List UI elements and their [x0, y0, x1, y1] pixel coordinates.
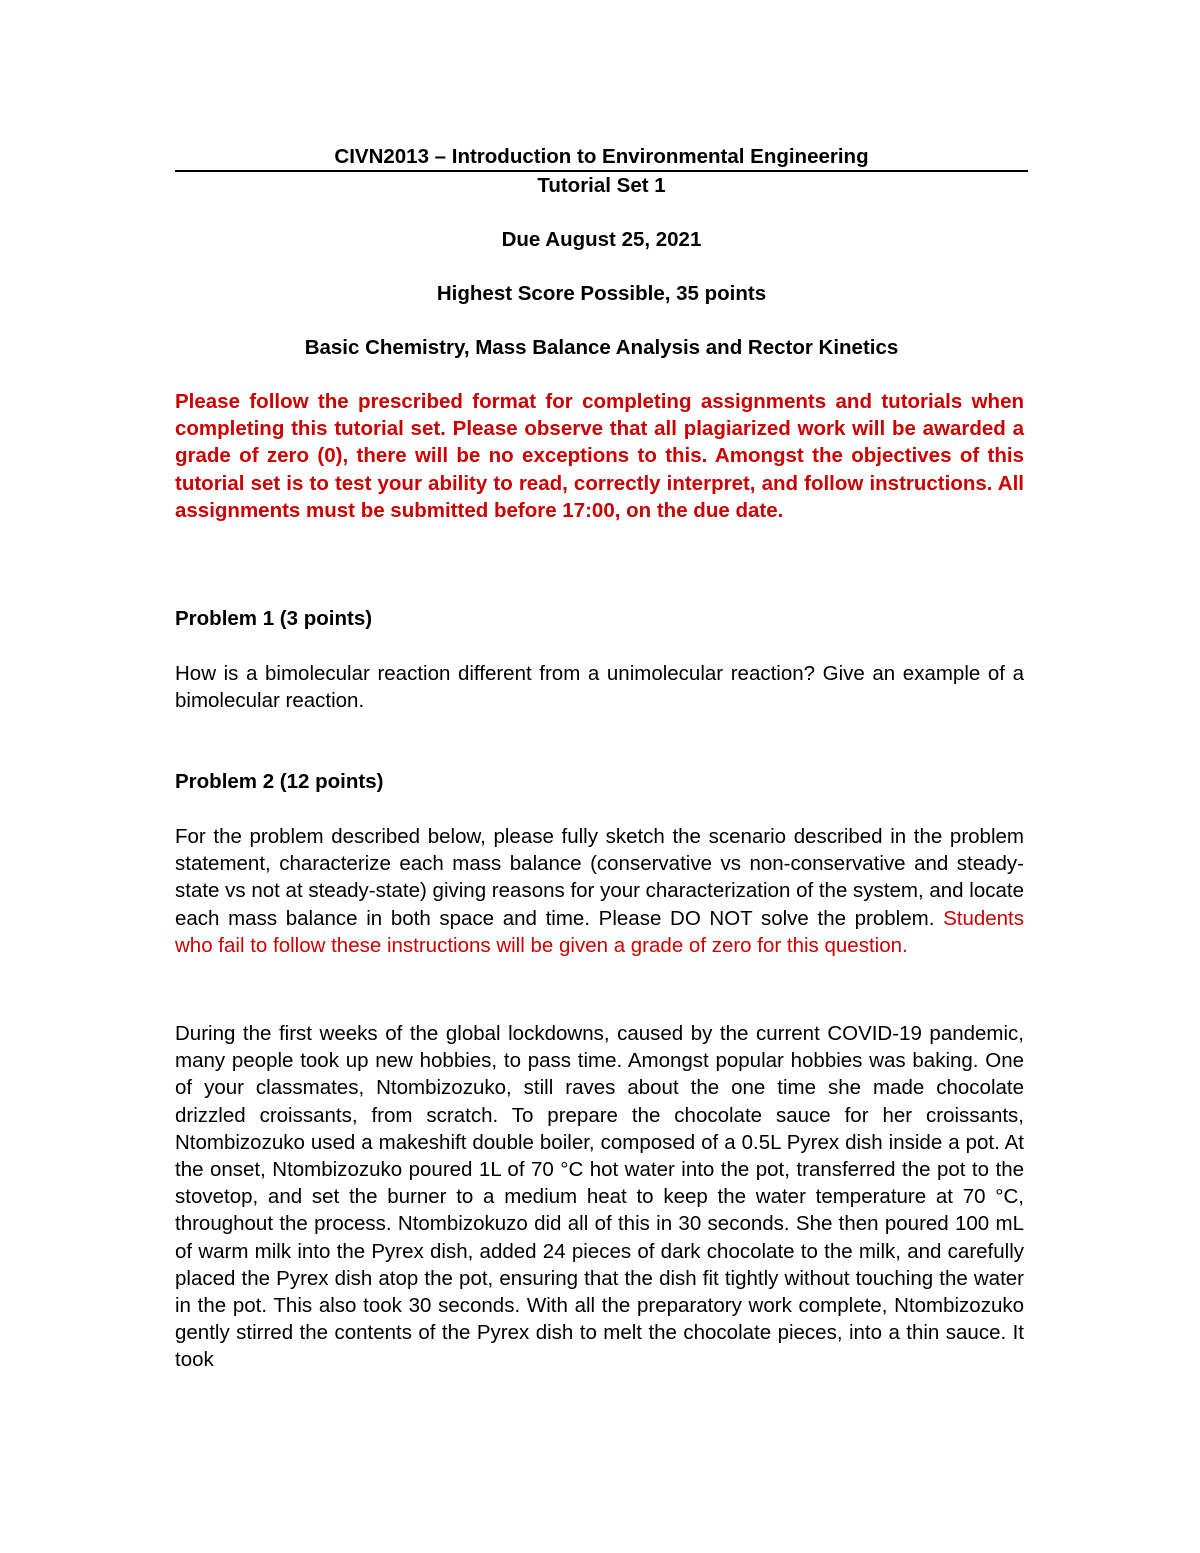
problem-2-warning: Students who fail to follow these instructions will be given a grade of zero for this question. [175, 906, 1024, 957]
problem-2-instructions: For the problem described below, please fully sketch the scenario described in the problem statement, characterize each mass balance (conservative vs non-conservative and steady-state vs not at steady-state) giving reasons for your characterization of the system, and locate each mass balance in both space and time. Please DO NOT solve the problem. [175, 825, 1024, 930]
instructions-paragraph: Please follow the prescribed format for completing assignments and tutorials when completing this tutorial set. Please observe that all plagiarized work will be awarded a grade of zero (0), there will be no exceptions to this. Amongst the objectives of this tutorial set is to test your ability to read, correctly interpret, and follow instructions. All assignments must be submitted before 17:00, on the due date. [175, 390, 1024, 522]
problem-2-scenario: During the first weeks of the global lockdowns, caused by the current COVID-19 pandemic, many people took up new hobbies, to pass time. Amongst popular hobbies was baking. One of your classmates, Ntombizozuko, still raves about the one time she made chocolate drizzled croissants, from scratch. To prepare the chocolate sauce for her croissants, Ntombizozuko used a makeshift double boiler, composed of a 0.5L Pyrex dish inside a pot. At the onset, Ntombizozuko poured 1L of 70 °C hot water into the pot, transferred the pot to the stovetop, and set the burner to a medium heat to keep the water temperature at 70 °C, throughout the process. Ntombizokuzo did all of this in 30 seconds. She then poured 100 mL of warm milk into the Pyrex dish, added 24 pieces of dark chocolate to the milk, and carefully placed the Pyrex dish atop the pot, ensuring that the dish fit tightly without touching the water in the pot. This also took 30 seconds. With all the preparatory work complete, Ntombizozuko gently stirred the contents of the Pyrex dish to melt the chocolate pieces, into a thin sauce. It took [175, 1022, 1024, 1372]
due-date: Due August 25, 2021 [501, 228, 702, 251]
highest-score: Highest Score Possible, 35 points [436, 282, 767, 305]
problem-2-body [175, 823, 1024, 959]
topic-title: Basic Chemistry, Mass Balance Analysis and Rector Kinetics [304, 336, 899, 359]
problem-2-heading: Problem 2 (12 points) [175, 770, 384, 793]
problem-1-body: How is a bimolecular reaction different from a unimolecular reaction? Give an example of a bimolecular reaction. [175, 662, 1024, 713]
tutorial-set-title: Tutorial Set 1 [537, 174, 666, 197]
course-title: CIVN2013 – Introduction to Environmental Engineering [334, 145, 869, 168]
problem-1-heading: Problem 1 (3 points) [175, 607, 373, 630]
